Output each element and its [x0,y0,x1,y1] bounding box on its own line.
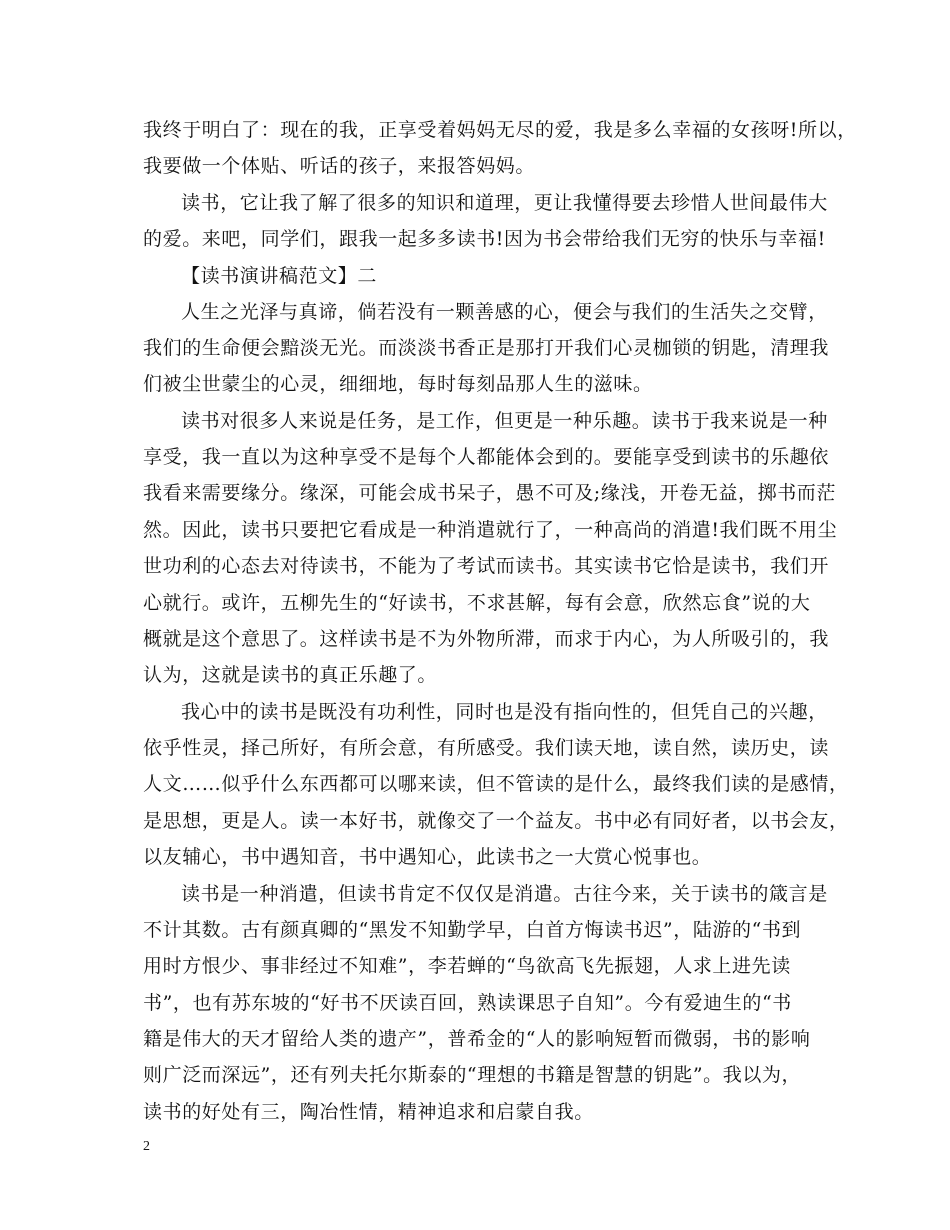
text-line: 以友辅心，书中遇知音，书中遇知心，此读书之一大赏心悦事也。 [143,846,712,868]
paragraph-first-line: 读书是一种消遣，但读书肯定不仅仅是消遣。古往今来，关于读书的箴言是 [181,883,828,905]
text-line: 心就行。或许，五柳先生的“好读书，不求甚解，每有会意，欣然忘食”说的大 [143,592,811,614]
text-line: 是思想，更是人。读一本好书，就像交了一个益友。书中必有同好者，以书会友， [143,810,849,832]
page-number: 2 [143,1139,150,1154]
section-heading: 【读书演讲稿范文】二 [181,265,378,287]
paragraph-first-line: 读书对很多人来说是任务，是工作，但更是一种乐趣。读书于我来说是一种 [181,410,828,432]
text-line: 我们的生命便会黯淡无光。而淡淡书香正是那打开我们心灵枷锁的钥匙，清理我 [143,337,830,359]
paragraph-first-line: 人生之光泽与真谛，倘若没有一颗善感的心，便会与我们的生活失之交臂， [181,301,828,323]
text-line: 们被尘世蒙尘的心灵，细细地，每时每刻品那人生的滋味。 [143,373,653,395]
text-line: 籍是伟大的天才留给人类的遗产”，普希金的“人的影响短暂而微弱，书的影响 [143,1028,811,1050]
text-line: 世功利的心态去对待读书，不能为了考试而读书。其实读书它恰是读书，我们开 [143,555,830,577]
text-line: 我要做一个体贴、听话的孩子，来报答妈妈。 [143,155,536,177]
text-line: 我看来需要缘分。缘深，可能会成书呆子，愚不可及;缘浅，开卷无益，掷书而茫 [143,482,837,504]
text-line: 则广泛而深远”，还有列夫托尔斯泰的“理想的书籍是智慧的钥匙”。我以为， [143,1064,802,1086]
text-line: 概就是这个意思了。这样读书是不为外物所滞，而求于内心，为人所吸引的，我 [143,628,830,650]
text-line: 读书的好处有三，陶冶性情，精神追求和启蒙自我。 [143,1101,594,1123]
paragraph-first-line: 我心中的读书是既没有功利性，同时也是没有指向性的，但凭自己的兴趣， [181,701,828,723]
text-line: 我终于明白了：现在的我，正享受着妈妈无尽的爱，我是多么幸福的女孩呀!所以， [143,119,857,141]
text-line: 的爱。来吧，同学们，跟我一起多多读书!因为书会带给我们无穷的快乐与幸福! [143,228,826,250]
text-line: 用时方恨少、事非经过不知难”，李若蝉的“鸟欲高飞先振翅，人求上进先读 [143,955,791,977]
text-line: 书”，也有苏东坡的“好书不厌读百回，熟读课思子自知”。今有爱迪生的“书 [143,992,792,1014]
text-line: 依乎性灵，择己所好，有所会意，有所感受。我们读天地，读自然，读历史，读 [143,737,830,759]
text-line: 不计其数。古有颜真卿的“黑发不知勤学早，白首方悔读书迟”，陆游的“书到 [143,919,802,941]
text-line: 认为，这就是读书的真正乐趣了。 [143,664,438,686]
paragraph-first-line: 读书，它让我了解了很多的知识和道理，更让我懂得要去珍惜人世间最伟大 [181,192,828,214]
text-line: 享受，我一直以为这种享受不是每个人都能体会到的。要能享受到读书的乐趣依 [143,446,830,468]
text-line: 然。因此，读书只要把它看成是一种消遣就行了，一种高尚的消遣!我们既不用尘 [143,519,838,541]
text-line: 人文……似乎什么东西都可以哪来读，但不管读的是什么，最终我们读的是感情， [143,773,849,795]
